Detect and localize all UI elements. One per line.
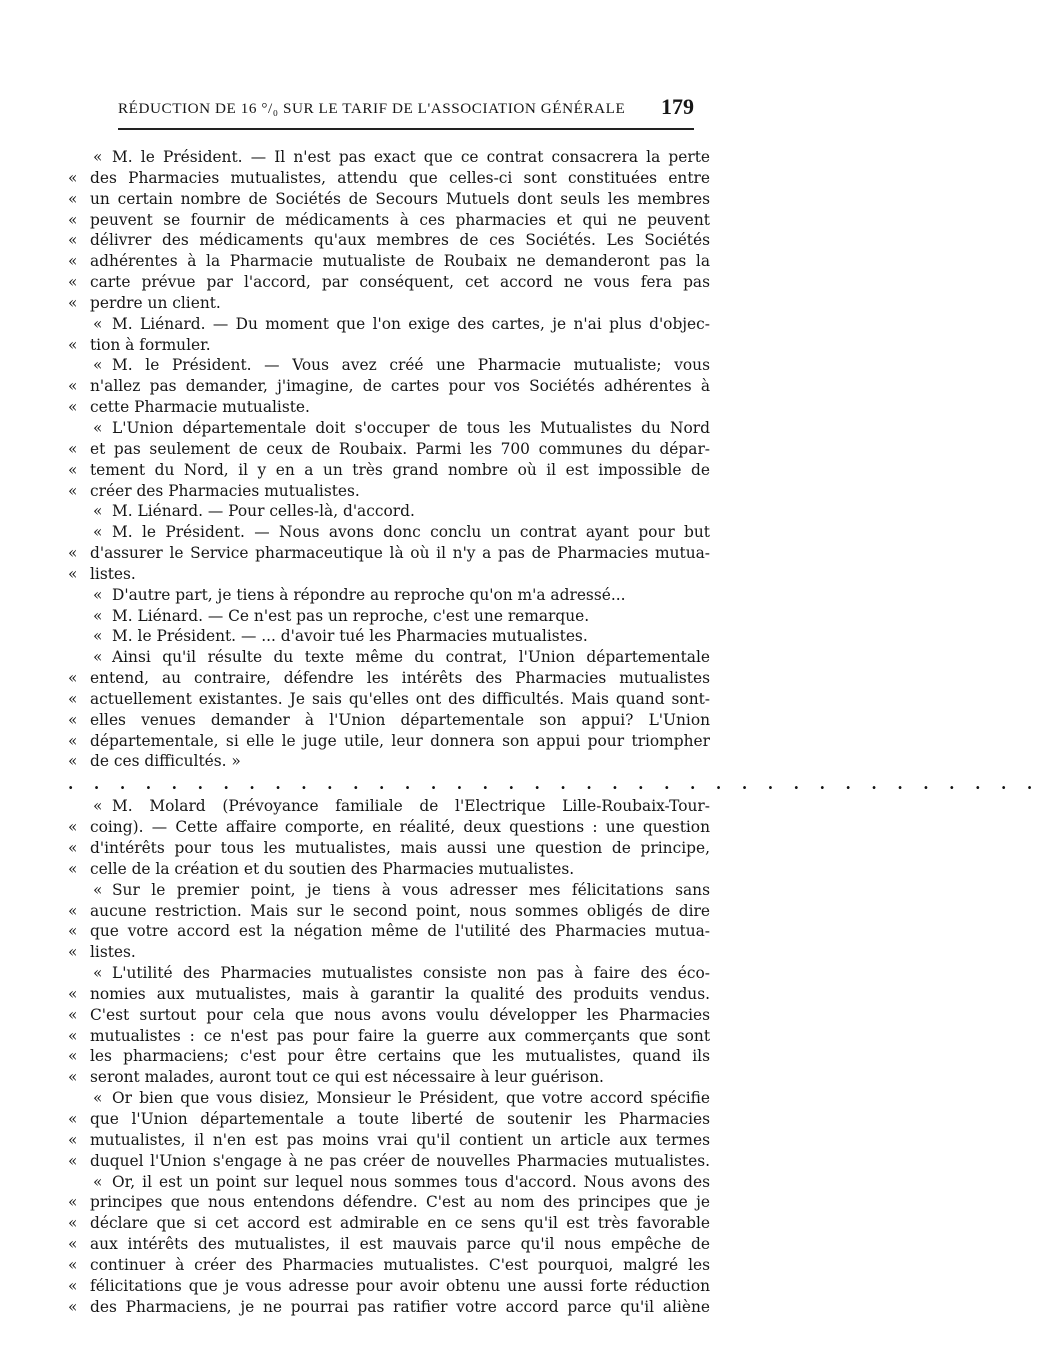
quote-mark: « bbox=[68, 1005, 78, 1024]
text-line: « aux intérêts des mutualistes, il est mauvais parce qu'il nous empêche de bbox=[68, 1235, 710, 1254]
text-line: « entend, au contraire, défendre les intérêts des Pharmacies mutualistes bbox=[68, 669, 710, 688]
quote-mark: « bbox=[68, 818, 78, 837]
quote-mark: « bbox=[68, 210, 78, 229]
page-header bbox=[118, 94, 694, 122]
text-line: « tion à formuler. bbox=[68, 335, 211, 354]
text-line: « Or bien que vous disiez, Monsieur le Président, que votre accord spécifie bbox=[65, 1088, 710, 1109]
quote-mark: « bbox=[68, 1109, 78, 1128]
quote-mark: « bbox=[68, 1026, 78, 1045]
text-line: « mutualistes : ce n'est pas pour faire la guerre aux commerçants que sont bbox=[68, 1026, 710, 1045]
text-line: « félicitations que je vous adresse pour avoir obtenu une aussi forte réduction bbox=[68, 1276, 710, 1295]
quote-mark: « bbox=[68, 1130, 78, 1149]
quote-mark: « bbox=[68, 859, 78, 878]
text-line: « elles venues demander à l'Union départementale son appui? L'Union bbox=[68, 710, 710, 729]
text-line: « de ces difficultés. » bbox=[68, 752, 241, 771]
quote-mark: « bbox=[68, 168, 78, 187]
text-line: « M. le Président. — Nous avons donc conclu un contrat ayant pour but bbox=[65, 522, 710, 543]
text-line: « que l'Union départementale a toute liberté de soutenir les Pharmacies bbox=[68, 1109, 710, 1128]
text-line: « d'assurer le Service pharmaceutique là où il n'y a pas de Pharmacies mutua- bbox=[68, 544, 710, 563]
text-line: « M. Liénard. — Pour celles-là, d'accord. bbox=[65, 501, 710, 522]
text-line: « nomies aux mutualistes, mais à garantir la qualité des produits vendus. bbox=[68, 984, 710, 1003]
text-line: « principes que nous entendons défendre. C'est au nom des principes que je bbox=[68, 1193, 710, 1212]
header-rule bbox=[118, 128, 694, 130]
quote-mark: « bbox=[68, 1297, 78, 1316]
quote-mark: « bbox=[68, 1068, 78, 1087]
quote-mark: « bbox=[68, 922, 78, 941]
text-line: « M. Liénard. — Ce n'est pas un reproche, c'est une remarque. bbox=[65, 606, 710, 627]
text-line: « listes. bbox=[68, 943, 136, 962]
text-line: « que votre accord est la négation même de l'utilité des Pharmacies mutua- bbox=[68, 922, 710, 941]
text-line: « carte prévue par l'accord, par conséquent, cet accord ne vous fera pas bbox=[68, 273, 710, 292]
text-line: « C'est surtout pour cela que nous avons voulu développer les Pharmacies bbox=[68, 1005, 710, 1024]
quote-mark: « bbox=[68, 252, 78, 271]
quote-mark: « bbox=[68, 544, 78, 563]
text-line: « Sur le premier point, je tiens à vous adresser mes félicitations sans bbox=[65, 880, 710, 901]
text-line: « M. Liénard. — Du moment que l'on exige des cartes, je n'ai plus d'objec- bbox=[65, 314, 710, 335]
text-line: « déclare que si cet accord est admirable en ce sens qu'il est très favorable bbox=[68, 1214, 710, 1233]
quote-mark: « bbox=[68, 752, 78, 771]
text-line: « aucune restriction. Mais sur le second point, nous sommes obligés de dire bbox=[68, 901, 710, 920]
text-line: « continuer à créer des Pharmacies mutualistes. C'est pourquoi, malgré les bbox=[68, 1255, 710, 1274]
quote-mark: « bbox=[68, 293, 78, 312]
running-title: RÉDUCTION DE 16 °/₀ SUR LE TARIF DE L'ASSOCIATION GÉNÉRALE bbox=[118, 100, 626, 117]
quote-mark: « bbox=[68, 943, 78, 962]
text-line: « perdre un client. bbox=[68, 293, 221, 312]
text-line: « délivrer des médicaments qu'aux membres de ces Sociétés. Les Sociétés bbox=[68, 231, 710, 250]
text-line: « celle de la création et du soutien des Pharmacies mutualistes. bbox=[68, 859, 575, 878]
text-line: « M. le Président. — ... d'avoir tué les Pharmacies mutualistes. bbox=[65, 626, 710, 647]
text-line: « des Pharmaciens, je ne pourrai pas ratifier votre accord parce qu'il aliène bbox=[68, 1297, 710, 1316]
text-line: « M. le Président. — Vous avez créé une Pharmacie mutualiste; vous bbox=[65, 355, 710, 376]
quote-mark: « bbox=[68, 460, 78, 479]
text-line: « mutualistes, il n'en est pas moins vrai qu'il contient un article aux termes bbox=[68, 1130, 710, 1149]
quote-mark: « bbox=[68, 669, 78, 688]
text-line: « un certain nombre de Sociétés de Secours Mutuels dont seuls les membres bbox=[68, 189, 710, 208]
text-line: « Or, il est un point sur lequel nous sommes tous d'accord. Nous avons des bbox=[65, 1172, 710, 1193]
quote-mark: « bbox=[68, 335, 78, 354]
quote-mark: « bbox=[68, 1193, 78, 1212]
quote-mark: « bbox=[68, 189, 78, 208]
text-line: « les pharmaciens; c'est pour être certains que les mutualistes, quand ils bbox=[68, 1047, 710, 1066]
quote-mark: « bbox=[68, 1151, 78, 1170]
quote-mark: « bbox=[68, 984, 78, 1003]
text-line: « créer des Pharmacies mutualistes. bbox=[68, 481, 360, 500]
quote-mark: « bbox=[68, 564, 78, 583]
text-line: « seront malades, auront tout ce qui est nécessaire à leur guérison. bbox=[68, 1068, 604, 1087]
text-line: « tement du Nord, il y en a un très grand nombre où il est impossible de bbox=[68, 460, 710, 479]
quote-mark: « bbox=[68, 481, 78, 500]
quote-mark: « bbox=[68, 1214, 78, 1233]
text-line: « D'autre part, je tiens à répondre au reproche qu'on m'a adressé... bbox=[65, 585, 710, 606]
text-line: « Ainsi qu'il résulte du texte même du contrat, l'Union départementale bbox=[65, 647, 710, 668]
quote-mark: « bbox=[68, 731, 78, 750]
text-line: « des Pharmacies mutualistes, attendu que celles-ci sont constituées entre bbox=[68, 168, 710, 187]
text-line: « d'intérêts pour tous les mutualistes, mais aussi une question de principe, bbox=[68, 839, 710, 857]
page-number: 179 bbox=[661, 94, 694, 119]
text-line: « actuellement existantes. Je sais qu'elles ont des difficultés. Mais quand sont- bbox=[68, 689, 710, 708]
quote-mark: « bbox=[68, 231, 78, 250]
quote-mark: « bbox=[68, 398, 78, 417]
text-line: « et pas seulement de ceux de Roubaix. Parmi les 700 communes du dépar- bbox=[68, 439, 710, 458]
text-line: « listes. bbox=[68, 564, 136, 583]
quote-mark: « bbox=[68, 839, 78, 857]
text-line: « n'allez pas demander, j'imagine, de cartes pour vos Sociétés adhérentes à bbox=[68, 377, 710, 396]
body-text bbox=[65, 147, 1040, 1317]
text-line: « départementale, si elle le juge utile, leur donnera son appui pour triompher bbox=[68, 731, 710, 750]
quote-mark: « bbox=[68, 1235, 78, 1254]
text-line: « cette Pharmacie mutualiste. bbox=[68, 398, 310, 417]
quote-mark: « bbox=[68, 439, 78, 458]
text-line: « duquel l'Union s'engage à ne pas créer de nouvelles Pharmacies mutualistes. bbox=[68, 1151, 710, 1170]
text-line: « M. Molard (Prévoyance familiale de l'Electrique Lille-Roubaix-Tour- bbox=[65, 796, 710, 817]
text-line: « L'Union départementale doit s'occuper de tous les Mutualistes du Nord bbox=[65, 418, 710, 439]
quote-mark: « bbox=[68, 1255, 78, 1274]
text-line: « L'utilité des Pharmacies mutualistes consiste non pas à faire des éco- bbox=[65, 963, 710, 984]
text-line: « peuvent se fournir de médicaments à ces pharmacies et qui ne peuvent bbox=[68, 210, 710, 229]
ellipsis-row: . . . . . . . . . . . . . . . . . . . . . . . . . . . . . . . . . . . . . . bbox=[68, 775, 1040, 794]
text-line: « adhérentes à la Pharmacie mutualiste de Roubaix ne demanderont pas la bbox=[68, 252, 710, 271]
text-line: « coing). — Cette affaire comporte, en réalité, deux questions : une question bbox=[68, 818, 710, 837]
quote-mark: « bbox=[68, 1047, 78, 1066]
quote-mark: « bbox=[68, 901, 78, 920]
quote-mark: « bbox=[68, 1276, 78, 1295]
quote-mark: « bbox=[68, 273, 78, 292]
quote-mark: « bbox=[68, 710, 78, 729]
quote-mark: « bbox=[68, 377, 78, 396]
text-line: « M. le Président. — Il n'est pas exact que ce contrat consacrera la perte bbox=[65, 147, 710, 168]
quote-mark: « bbox=[68, 689, 78, 708]
